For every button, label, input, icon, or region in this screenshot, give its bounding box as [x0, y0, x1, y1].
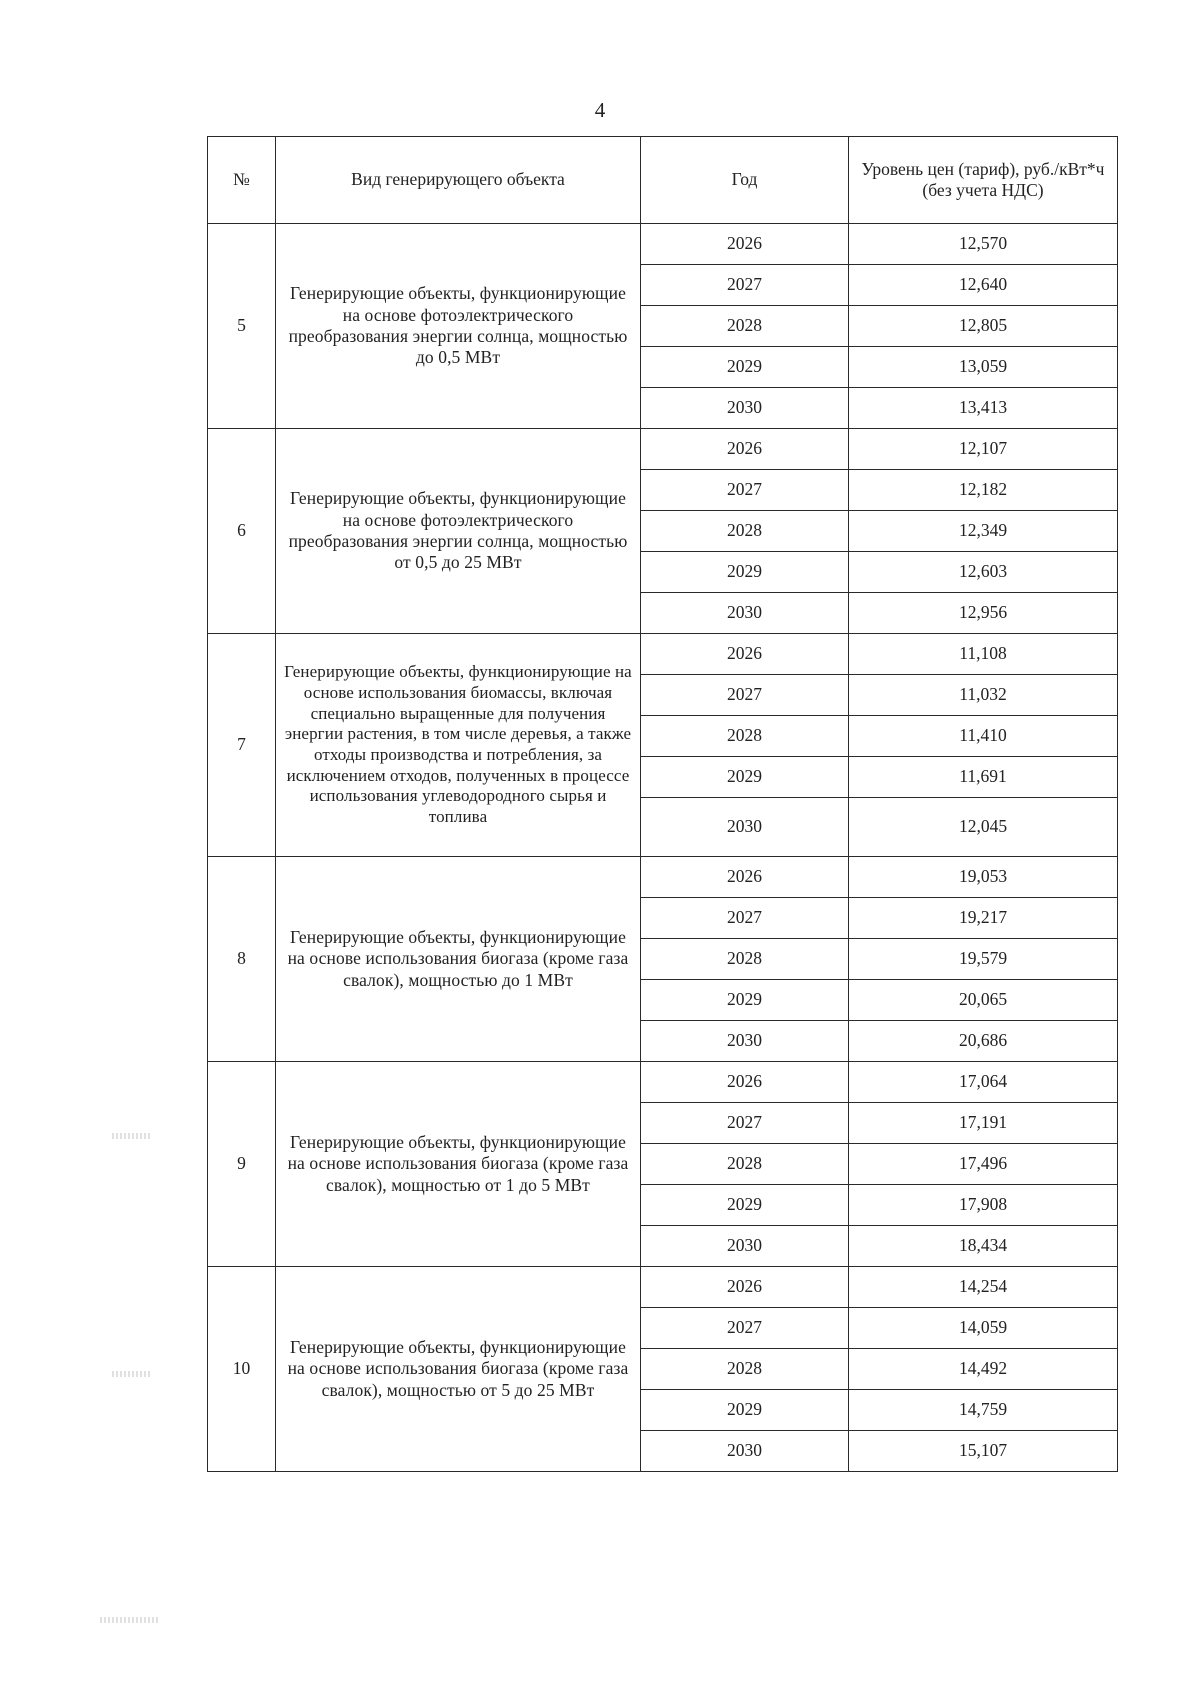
price-cell: 17,191 — [849, 1103, 1118, 1144]
year-cell: 2026 — [641, 1062, 849, 1103]
header-price-text: Уровень цен (тариф), руб./кВт*ч (без учета НДС) — [861, 158, 1105, 200]
header-number: № — [208, 137, 276, 224]
header-kind: Вид генерирующего объекта — [276, 137, 641, 224]
price-cell: 17,496 — [849, 1144, 1118, 1185]
row-number: 6 — [208, 429, 276, 634]
year-cell: 2027 — [641, 470, 849, 511]
price-cell: 11,410 — [849, 716, 1118, 757]
price-cell: 20,065 — [849, 980, 1118, 1021]
year-cell: 2029 — [641, 757, 849, 798]
tariff-table — [207, 136, 1118, 1472]
row-number: 5 — [208, 224, 276, 429]
year-cell: 2029 — [641, 1390, 849, 1431]
year-cell: 2029 — [641, 1185, 849, 1226]
price-cell: 14,759 — [849, 1390, 1118, 1431]
table-row — [208, 1267, 1118, 1308]
year-cell: 2028 — [641, 716, 849, 757]
price-cell: 14,254 — [849, 1267, 1118, 1308]
price-cell: 19,053 — [849, 857, 1118, 898]
year-cell: 2029 — [641, 552, 849, 593]
year-cell: 2030 — [641, 388, 849, 429]
price-cell: 12,349 — [849, 511, 1118, 552]
year-cell: 2029 — [641, 980, 849, 1021]
year-cell: 2027 — [641, 265, 849, 306]
table-body — [208, 224, 1118, 1472]
year-cell: 2027 — [641, 898, 849, 939]
price-cell: 19,217 — [849, 898, 1118, 939]
year-cell: 2026 — [641, 857, 849, 898]
price-cell: 11,691 — [849, 757, 1118, 798]
price-cell: 12,182 — [849, 470, 1118, 511]
price-cell: 12,603 — [849, 552, 1118, 593]
price-cell: 11,108 — [849, 634, 1118, 675]
row-number: 7 — [208, 634, 276, 857]
price-cell: 18,434 — [849, 1226, 1118, 1267]
generating-object-kind-text: Генерирующие объекты, функционирующие на основе фотоэлектрического преобразования энергии солнца, мощностью до 0,5 МВт — [288, 283, 628, 368]
price-cell: 12,570 — [849, 224, 1118, 265]
year-cell: 2026 — [641, 1267, 849, 1308]
generating-object-kind — [276, 634, 641, 857]
year-cell: 2028 — [641, 511, 849, 552]
year-cell: 2027 — [641, 1308, 849, 1349]
year-cell: 2028 — [641, 306, 849, 347]
table-header-row — [208, 137, 1118, 224]
year-cell: 2027 — [641, 1103, 849, 1144]
scan-mark — [112, 1371, 152, 1377]
generating-object-kind-text: Генерирующие объекты, функционирующие на основе фотоэлектрического преобразования энергии солнца, мощностью от 0,5 до 25 МВт — [288, 488, 628, 573]
price-cell: 11,032 — [849, 675, 1118, 716]
year-cell: 2030 — [641, 1226, 849, 1267]
year-cell: 2030 — [641, 1021, 849, 1062]
price-cell: 14,492 — [849, 1349, 1118, 1390]
header-price — [849, 137, 1118, 224]
row-number: 10 — [208, 1267, 276, 1472]
year-cell: 2028 — [641, 1349, 849, 1390]
price-cell: 13,059 — [849, 347, 1118, 388]
price-cell: 12,805 — [849, 306, 1118, 347]
generating-object-kind-text: Генерирующие объекты, функционирующие на основе использования биогаза (кроме газа свалок), мощностью от 5 до 25 МВт — [287, 1336, 629, 1400]
table-row — [208, 1062, 1118, 1103]
price-cell: 12,045 — [849, 798, 1118, 857]
header-year: Год — [641, 137, 849, 224]
price-cell: 20,686 — [849, 1021, 1118, 1062]
generating-object-kind — [276, 429, 641, 634]
generating-object-kind-text: Генерирующие объекты, функционирующие на основе использования биогаза (кроме газа свалок), мощностью от 1 до 5 МВт — [287, 1131, 629, 1195]
row-number: 8 — [208, 857, 276, 1062]
scan-mark — [112, 1133, 152, 1139]
price-cell: 12,640 — [849, 265, 1118, 306]
price-cell: 19,579 — [849, 939, 1118, 980]
page-number: 4 — [594, 98, 606, 122]
table-row — [208, 857, 1118, 898]
row-number: 9 — [208, 1062, 276, 1267]
price-cell: 14,059 — [849, 1308, 1118, 1349]
year-cell: 2030 — [641, 593, 849, 634]
year-cell: 2028 — [641, 939, 849, 980]
generating-object-kind — [276, 1062, 641, 1267]
year-cell: 2026 — [641, 429, 849, 470]
generating-object-kind — [276, 1267, 641, 1472]
year-cell: 2026 — [641, 224, 849, 265]
generating-object-kind-text: Генерирующие объекты, функционирующие на основе использования биогаза (кроме газа свалок), мощностью до 1 МВт — [287, 926, 629, 990]
price-cell: 12,107 — [849, 429, 1118, 470]
price-cell: 17,064 — [849, 1062, 1118, 1103]
year-cell: 2030 — [641, 1431, 849, 1472]
price-cell: 17,908 — [849, 1185, 1118, 1226]
year-cell: 2028 — [641, 1144, 849, 1185]
year-cell: 2027 — [641, 675, 849, 716]
year-cell: 2029 — [641, 347, 849, 388]
generating-object-kind — [276, 857, 641, 1062]
year-cell: 2026 — [641, 634, 849, 675]
price-cell: 12,956 — [849, 593, 1118, 634]
price-cell: 13,413 — [849, 388, 1118, 429]
table-row — [208, 634, 1118, 675]
year-cell: 2030 — [641, 798, 849, 857]
generating-object-kind — [276, 224, 641, 429]
table-row — [208, 224, 1118, 265]
price-cell: 15,107 — [849, 1431, 1118, 1472]
table-row — [208, 429, 1118, 470]
generating-object-kind-text: Генерирующие объекты, функционирующие на основе использования биомассы, включая специально выращенные для получения энергии растения, в том числе деревья, а также отходы производства и потребления, за исключением отходов, полученных в процессе использования углеводородного сырья и топлива — [284, 662, 632, 827]
scan-mark — [100, 1617, 160, 1623]
